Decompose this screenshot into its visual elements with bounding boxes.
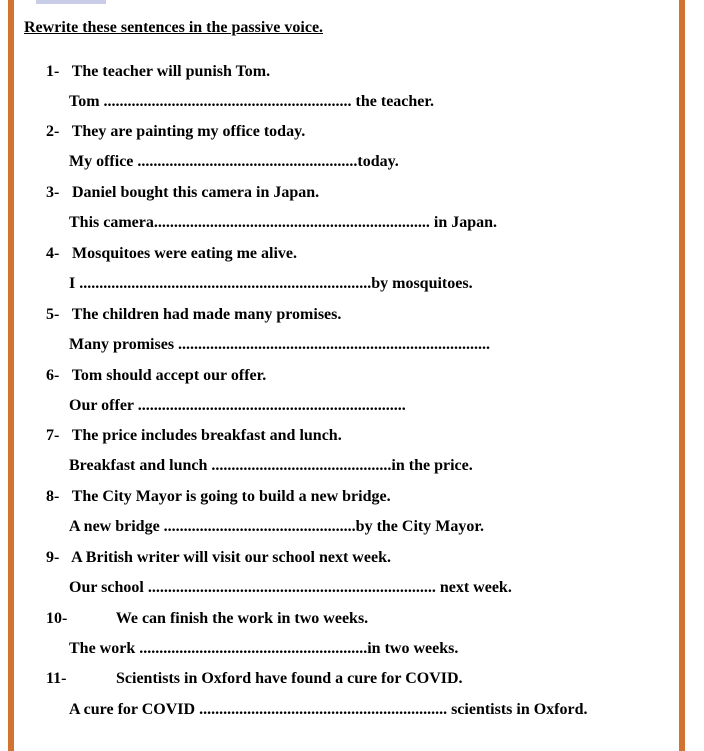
question-number: 8- — [46, 488, 60, 505]
question-sentence: The City Mayor is going to build a new bridge. — [71, 488, 391, 505]
question-number: 5- — [46, 306, 60, 323]
question-7 — [46, 427, 342, 445]
question-10 — [46, 610, 368, 628]
question-sentence: We can finish the work in two weeks. — [115, 610, 369, 627]
question-number: 1- — [46, 63, 60, 80]
question-sentence: They are painting my office today. — [71, 123, 306, 140]
question-sentence: Tom should accept our offer. — [71, 367, 267, 384]
question-sentence: A British writer will visit our school next week. — [71, 549, 391, 566]
question-number: 9- — [46, 549, 60, 566]
answer-line-7[interactable]: Breakfast and lunch .............................................in the price. — [69, 457, 473, 474]
question-2 — [46, 123, 305, 141]
question-sentence: Daniel bought this camera in Japan. — [72, 184, 320, 201]
question-sentence: Mosquitoes were eating me alive. — [72, 245, 297, 262]
question-3 — [46, 184, 319, 202]
question-number: 11- — [46, 670, 67, 687]
answer-line-2[interactable]: My office .......................................................today. — [69, 153, 399, 170]
question-number: 6- — [46, 367, 60, 384]
question-sentence: The teacher will punish Tom. — [71, 63, 271, 80]
question-number: 7- — [46, 427, 60, 444]
question-number: 2- — [46, 123, 60, 140]
question-11 — [46, 670, 463, 688]
worksheet-heading: Rewrite these sentences in the passive voice. — [24, 19, 324, 36]
answer-line-6[interactable]: Our offer ................................................................... — [69, 397, 406, 414]
question-4 — [46, 245, 297, 263]
answer-line-9[interactable]: Our school ........................................................................ next week. — [69, 579, 512, 596]
answer-line-1[interactable]: Tom .............................................................. the teacher. — [69, 93, 435, 110]
question-1 — [46, 63, 270, 81]
question-sentence: Scientists in Oxford have found a cure for COVID. — [116, 670, 463, 687]
question-number: 4- — [46, 245, 60, 262]
question-9 — [46, 549, 391, 567]
answer-line-10[interactable]: The work .........................................................in two weeks. — [69, 640, 459, 657]
question-5 — [46, 306, 341, 324]
top-edge-mark — [36, 0, 106, 4]
answer-line-11[interactable]: A cure for COVID .............................................................. scientists in Oxford. — [69, 701, 588, 718]
question-sentence: The price includes breakfast and lunch. — [71, 427, 342, 444]
question-number: 10- — [46, 610, 68, 627]
question-number: 3- — [46, 184, 60, 201]
question-sentence: The children had made many promises. — [71, 306, 342, 323]
question-6 — [46, 367, 266, 385]
answer-line-4[interactable]: I .........................................................................by mosquitoes. — [69, 275, 473, 292]
answer-line-8[interactable]: A new bridge ................................................by the City Mayor. — [69, 518, 484, 535]
answer-line-3[interactable]: This camera..................................................................... in Japan. — [69, 214, 498, 231]
question-8 — [46, 488, 391, 506]
answer-line-5[interactable]: Many promises .............................................................................. — [69, 336, 491, 353]
